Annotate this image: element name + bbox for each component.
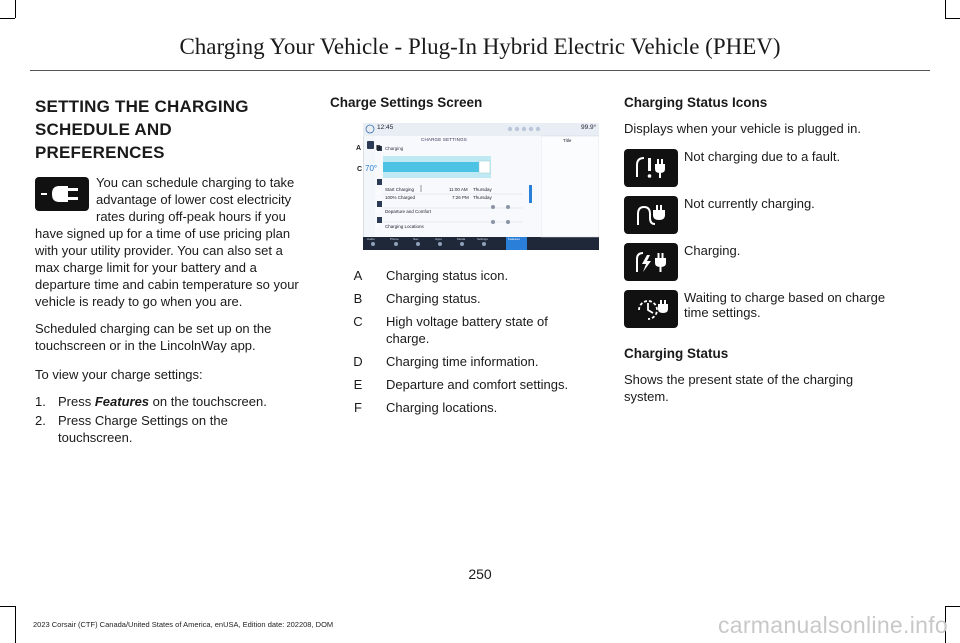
callout-legend — [330, 267, 590, 416]
legend-letter: F — [354, 400, 362, 415]
header-divider — [30, 70, 930, 71]
charge-settings-heading: Charge Settings Screen — [330, 95, 483, 110]
list-item — [624, 243, 899, 281]
plug-waiting-icon — [624, 290, 678, 328]
legend-row — [330, 399, 590, 416]
screen-row-d1-time: 11:00 AM — [449, 187, 468, 192]
crop-mark — [15, 606, 16, 643]
middle-column — [330, 95, 597, 422]
screen-title: CHARGE SETTINGS — [421, 137, 468, 142]
screen-dock-label: Audio — [367, 237, 375, 241]
ev-plug-icon — [35, 177, 89, 211]
plug-not-charging-icon — [624, 196, 678, 234]
screen-climate-temp: 70° — [365, 164, 378, 173]
crop-mark — [15, 0, 16, 18]
right-column — [624, 95, 899, 405]
crop-mark — [945, 18, 960, 19]
status-icons-heading: Charging Status Icons — [624, 95, 768, 110]
legend-letter: B — [353, 291, 363, 306]
intro-block — [35, 174, 305, 310]
plug-fault-icon — [624, 149, 678, 187]
crop-mark — [0, 18, 15, 19]
callout-a: A — [356, 145, 362, 152]
screen-dock-label: Apps — [435, 237, 442, 241]
section-heading-line1: SETTING THE CHARGING — [35, 97, 249, 116]
screen-charging-label: Charging — [385, 146, 404, 151]
schedule-paragraph: Scheduled charging can be set up on the touchscreen or in the LincolnWay app. — [35, 321, 272, 353]
page-header-title: Charging Your Vehicle - Plug-In Hybrid Electric Vehicle (PHEV) — [179, 34, 781, 59]
screen-row-f: Charging Locations — [385, 224, 424, 229]
legend-text: Charging locations. — [386, 400, 498, 415]
step-emphasis: Features — [94, 394, 150, 409]
screen-row-d2-time: 7:26 PM — [452, 195, 469, 200]
crop-mark — [0, 606, 15, 607]
list-item — [624, 196, 899, 234]
callout-b: B — [376, 145, 382, 152]
step-text — [58, 393, 267, 410]
legend-row — [330, 376, 590, 393]
legend-text: Charging status. — [386, 291, 481, 306]
status-icons-intro: Displays when your vehicle is plugged in. — [624, 121, 862, 136]
screen-time: 12:45 — [377, 124, 394, 131]
callout-c: C — [357, 166, 363, 173]
step-number: 2. — [35, 413, 46, 428]
legend-text: Charging status icon. — [386, 268, 509, 283]
charging-status-text: Shows the present state of the charging system. — [624, 372, 854, 404]
crop-mark — [945, 606, 960, 607]
step-text-post: on the touchscreen. — [149, 394, 267, 409]
crop-mark — [945, 0, 946, 18]
legend-letter: C — [353, 314, 363, 329]
list-item — [624, 290, 899, 328]
charge-settings-screen-illustration — [356, 123, 599, 250]
screen-row-e: Departure and Comfort — [385, 209, 432, 214]
legend-row — [330, 267, 590, 284]
step-text-pre: Press — [58, 394, 95, 409]
legend-letter: D — [353, 354, 363, 369]
left-column — [35, 95, 305, 448]
view-settings-paragraph: To view your charge settings: — [35, 367, 203, 382]
screen-dock-label: Phone — [390, 237, 399, 241]
screen-right-title: Title — [563, 138, 572, 143]
legend-text: Departure and comfort settings. — [386, 377, 569, 392]
legend-text: High voltage battery state of charge. — [386, 314, 548, 346]
page-number: 250 — [468, 566, 492, 582]
section-heading-line2: SCHEDULE AND PREFERENCES — [35, 120, 172, 162]
screen-dock-label: Settings — [477, 237, 488, 241]
list-item — [624, 149, 899, 187]
list-item — [35, 393, 305, 410]
screen-row-d1-label: Start Charging — [385, 187, 415, 192]
steps-list — [35, 393, 305, 446]
status-icon-text: Not currently charging. — [684, 196, 815, 211]
screen-row-d2-label: 100% Charged — [385, 195, 416, 200]
legend-row — [330, 290, 590, 307]
screen-row-d2-day: Thursday — [473, 195, 492, 200]
list-item — [35, 412, 305, 446]
screen-row-d1-day: Thursday — [473, 187, 492, 192]
callout-e: E — [375, 207, 380, 214]
charging-status-heading: Charging Status — [624, 346, 729, 361]
legend-row — [330, 313, 590, 347]
status-icon-text: Charging. — [684, 243, 741, 258]
status-icon-text: Not charging due to a fault. — [684, 149, 841, 164]
intro-paragraph: You can schedule charging to take advantage of lower cost electricity rates during off-peak hours if you have signed up for a time of use pricing plan with your utility provider. You can also set a max charge limit for your battery and a departure time and cabin temperature so your vehicle is ready to go when you are. — [35, 175, 299, 309]
step-number: 1. — [35, 394, 46, 409]
screen-dock-label: Nav — [413, 237, 419, 241]
status-icon-text: Waiting to charge based on charge time settings. — [684, 290, 886, 320]
section-heading — [35, 95, 305, 164]
status-icon-list — [624, 149, 899, 328]
plug-charging-icon — [624, 243, 678, 281]
callout-f: F — [375, 223, 380, 230]
legend-letter: E — [353, 377, 363, 392]
screen-dock-label: Media — [457, 237, 466, 241]
legend-text: Charging time information. — [386, 354, 539, 369]
legend-row — [330, 353, 590, 370]
legend-letter: A — [353, 268, 363, 283]
screen-dock-label: Features — [508, 237, 520, 241]
callout-d: D — [375, 189, 381, 196]
watermark-link[interactable]: carmanualsonline.info — [717, 612, 948, 638]
step-text: Press Charge Settings on the touchscreen. — [58, 413, 228, 445]
screen-temp-top: 99.9° — [581, 124, 597, 131]
footer-edition: 2023 Corsair (CTF) Canada/United States of America, enUSA, Edition date: 202208, DOM — [33, 620, 334, 629]
